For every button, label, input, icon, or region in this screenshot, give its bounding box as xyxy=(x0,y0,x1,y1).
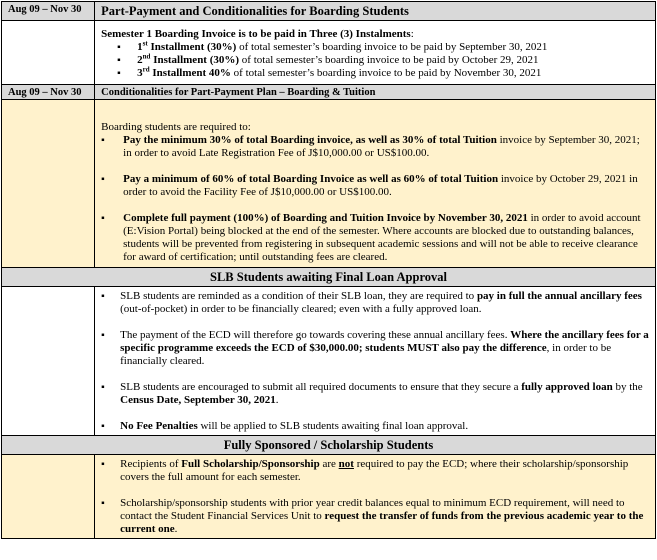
section-title: Part-Payment and Conditionalities for Boarding Students xyxy=(95,2,656,21)
installment-content xyxy=(95,21,656,85)
conditionalities-header-row xyxy=(2,85,656,100)
installment-item: ▪ 2nd Installment (30%) of total semester’s boarding invoice to be paid by October 29, 2021 xyxy=(117,52,539,66)
conditionalities-intro: Boarding students are required to: xyxy=(101,121,251,133)
empty-date-cell xyxy=(2,455,95,539)
sponsored-body-row xyxy=(2,455,656,539)
bullet-icon: ▪ xyxy=(101,330,105,341)
date-range: Aug 09 – Nov 30 xyxy=(2,85,95,100)
conditionality-item: ▪ Pay the minimum 30% of total Boarding invoice, as well as 30% of total Tuition invoice by September 30, 2021; in order to avoid Late Registration Fee of J$10,000.00 or US$100.00. xyxy=(101,134,640,159)
section-title: Conditionalities for Part-Payment Plan – Boarding & Tuition xyxy=(95,85,656,100)
slb-item: ▪ No Fee Penalties will be applied to SLB students awaiting final loan approval. xyxy=(101,420,469,432)
section-title: Fully Sponsored / Scholarship Students xyxy=(2,436,656,455)
slb-body-row xyxy=(2,287,656,436)
date-range: Aug 09 – Nov 30 xyxy=(2,2,95,21)
conditionalities-list xyxy=(101,134,649,264)
installment-list xyxy=(101,41,649,80)
installment-intro: Semester 1 Boarding Invoice is to be paid in Three (3) Instalments: xyxy=(101,28,414,40)
bullet-icon: ▪ xyxy=(101,291,105,302)
part-payment-header-row xyxy=(2,2,656,21)
bullet-icon: ▪ xyxy=(117,68,121,79)
sponsored-content xyxy=(95,455,656,539)
sponsored-item: ▪ Recipients of Full Scholarship/Sponsorship are not required to pay the ECD; where their scholarship/sponsorship covers the full amount for each semester. xyxy=(101,458,629,483)
conditionality-item: ▪ Pay a minimum of 60% of total Boarding Invoice as well as 60% of total Tuition invoice by October 29, 2021 in order to avoid the Facility Fee of J$10,000.00 or US$100.00. xyxy=(101,173,638,198)
slb-item: ▪ SLB students are reminded as a condition of their SLB loan, they are required to pay in full the annual ancillary fees (out-of-pocket) in order to be financially cleared; even with a fully approved loan. xyxy=(101,290,642,315)
sponsored-list xyxy=(95,458,649,536)
bullet-icon: ▪ xyxy=(101,382,105,393)
bullet-icon: ▪ xyxy=(101,174,105,185)
part-payment-body-row xyxy=(2,21,656,85)
slb-header-row xyxy=(2,268,656,287)
conditionalities-body-row xyxy=(2,100,656,268)
empty-date-cell xyxy=(2,287,95,436)
empty-date-cell xyxy=(2,100,95,268)
bullet-icon: ▪ xyxy=(101,459,105,470)
bullet-icon: ▪ xyxy=(117,55,121,66)
sponsored-header-row xyxy=(2,436,656,455)
installment-item: ▪ 3rd Installment 40% of total semester’s boarding invoice to be paid by November 30, 2021 xyxy=(117,65,542,79)
bullet-icon: ▪ xyxy=(101,498,105,509)
sponsored-item: ▪ Scholarship/sponsorship students with prior year credit balances equal to minimum ECD requirement, will need to contact the Student Financial Services Unit to request the transfer of funds from the previous academic year to the current one. xyxy=(101,497,644,535)
slb-content xyxy=(95,287,656,436)
fee-schedule-table xyxy=(1,1,656,539)
installment-item: ▪ 1st Installment (30%) of total semester’s boarding invoice to be paid by September 30, 2021 xyxy=(117,39,548,53)
conditionality-item: ▪ Complete full payment (100%) of Boarding and Tuition Invoice by November 30, 2021 in order to avoid account (E:Vision Portal) being blocked at the end of the semester. Where accounts are blocked due to outstanding balances, students will be prevented from registering in subsequent academic sessions and will not be able to receive clearance for award of certification; until outstanding fees are cleared. xyxy=(101,212,641,263)
slb-list xyxy=(95,290,649,433)
slb-item: ▪ SLB students are encouraged to submit all required documents to ensure that they secure a fully approved loan by the Census Date, September 30, 2021. xyxy=(101,381,643,406)
bullet-icon: ▪ xyxy=(101,135,105,146)
empty-date-cell xyxy=(2,21,95,85)
bullet-icon: ▪ xyxy=(117,42,121,53)
bullet-icon: ▪ xyxy=(101,421,105,432)
section-title: SLB Students awaiting Final Loan Approval xyxy=(2,268,656,287)
slb-item: ▪ The payment of the ECD will therefore go towards covering these annual ancillary fees. Where the ancillary fees for a specific programme exceeds the ECD of $30,000.00; students MUST also pay the difference, in order to be financially cleared. xyxy=(101,329,649,367)
conditionalities-content xyxy=(95,100,656,268)
bullet-icon: ▪ xyxy=(101,213,105,224)
